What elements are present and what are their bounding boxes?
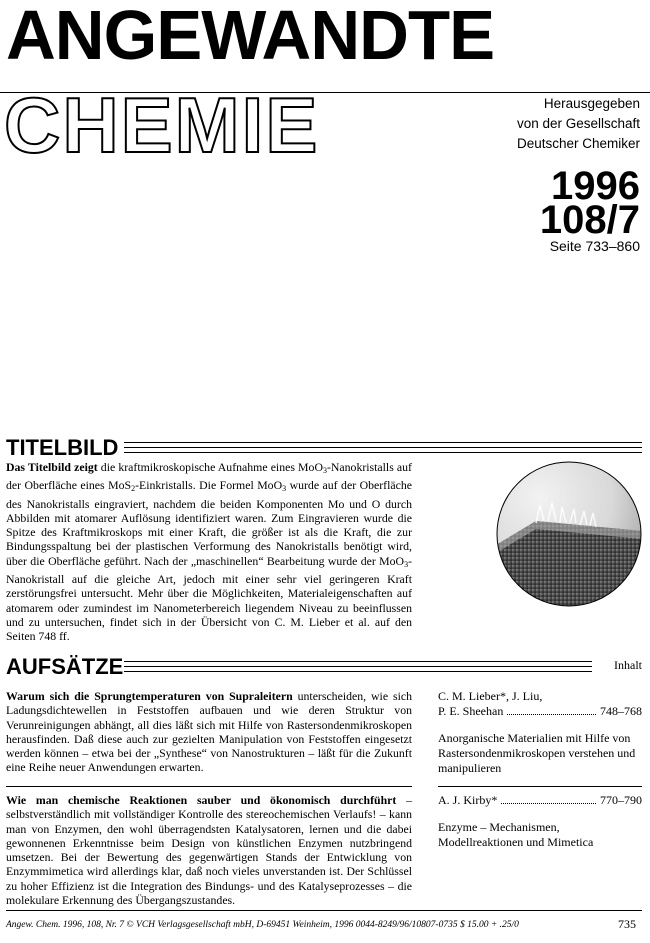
inhalt-label: Inhalt [614,658,642,672]
review-abstract-1 [6,689,412,775]
review-lead-1: Warum sich die Sprungtemperaturen von Supraleitern [6,689,293,703]
review-pages-2: 770–790 [600,793,642,807]
review-pages-1: 748–768 [600,704,642,718]
footer-rule [6,910,642,911]
cover-text-3: -Einkristalls. Die Formel MoO [135,478,283,493]
review-authors-line-2 [438,793,642,808]
review-authors-1b: P. E. Sheehan [438,704,504,718]
leader-dots [507,704,596,715]
leader-dots [501,793,596,804]
separator-right [438,786,642,787]
section-heading-aufsaetze: AUFSÄTZE [6,654,124,679]
review-authors-line-1b [438,704,642,719]
section-rule-titelbild [124,442,642,453]
review-authors-1a: C. M. Lieber*, J. Liu, [438,689,543,703]
cover-description [6,460,412,644]
subscript: 3 [282,484,287,494]
subscript: 2 [131,484,136,494]
masthead-rule [0,92,650,93]
publisher-block [517,94,640,154]
cover-text-2: -Nanokristalls auf der Oberfläche eines MoS [6,460,412,493]
review-text-1: unterscheiden, wie sich Ladungsdichtewellen in Feststoffen aufbauen und wie deren Struktur von Verunreinigungen abhängt, all dies läßt sich mit Hilfe von Rastersondenmikroskopen herausfinden. Daß diese auch zur gezielten Manipulation von Feststoffen eingesetzt werden können – etwa bei der „Synthese“ von Nanostrukturen – läßt für die Zukunft eine Reihe neuer Anwendungen erwarten. [6,689,412,775]
review-lead-2: Wie man chemische Reaktionen sauber und ökonomisch durchführt [6,793,397,807]
issue-pages: Seite 733–860 [549,238,640,254]
issue-year: 1996 [551,164,640,208]
footer-citation: Angew. Chem. 1996, 108, Nr. 7 © VCH Verlagsgesellschaft mbH, D-69451 Weinheim, 1996 0044-8249/96/10807-0735 $ 15.00 + .25/0 [6,920,519,930]
separator-left [6,786,412,787]
review-text-2: – selbstverständlich mit vollständiger Kontrolle des stereochemischen Verlaufs! – kann man von Enzymen, den wohl überragendsten Katalysatoren, lernen und die dabei gewonnenen Erkenntnisse beim Design von künstlichen Enzymen nutzbringend umsetzen. Bei der Bewertung des gegenwärtigen Stands der Entwicklung von Enzymmimetica wird allerdings klar, daß noch vieles unverstanden ist. Der Schlüssel zu hoher Effizienz ist die Integration des Bindungs- und des Katalyseprozesses – die molekulare Erkennung des Übergangszustandes. [6,793,412,908]
cover-afm-image [496,461,642,607]
volume-issue: 108/7 [539,198,640,242]
chemie-outline-logo [0,82,330,162]
cover-text-1: die kraftmikroskopische Aufnahme eines MoO [97,460,323,474]
cover-text-4: wurde auf der Oberfläche des Nanokristalls eingraviert, nachdem die beiden Komponenten Mo und O durch Abbilden mit atomarer Auflösung identifiziert waren. Zum Eingravieren wurde die Spitze des Kraftmikroskops mit einer Kraft, die größer ist als die Kraft, die zur Bindungsspaltung bei der plastischen Verformung des Nanokristalls benötigt wird, über die Oberfläche geführt. Nach der „maschinellen“ Bearbeitung wurde der MoO [6,478,412,568]
review-authors-2: A. J. Kirby* [438,793,498,807]
section-heading-titelbild: TITELBILD [6,435,119,460]
chemie-logo-text: CHEMIE [4,82,320,162]
footer-page-number: 735 [618,917,636,931]
review-title-1: Anorganische Materialien mit Hilfe von Rastersondenmikroskopen verstehen und manipulieren [438,731,636,775]
publisher-line-1: Herausgegeben [543,96,640,111]
subscript: 3 [322,466,327,475]
cover-text-5: -Nanokristall auf die gleiche Art, jedoch mit einer sehr viel geringeren Kraft zerstörungsfrei untersucht. Mehr über die Möglichkeiten, Materialeigenschaften auf atomarem oder zumindest im Nanometerbereich liegendem Niveau zu beeinflussen und zu untersuchen, findet sich in der Übersicht von C. M. Lieber et al. auf den Seiten 748 ff. [6,553,412,644]
journal-title: ANGEWANDTE [6,0,495,74]
publisher-line-2: von der Gesellschaft [516,116,640,131]
review-meta-2 [438,793,642,850]
publisher-line-3: Deutscher Chemiker [516,136,640,151]
subscript: 3 [404,559,409,569]
review-meta-1 [438,689,642,776]
review-abstract-2 [6,793,412,907]
section-rule-aufsaetze [124,661,592,672]
review-title-2: Enzyme – Mechanismen, Modellreaktionen und Mimetica [438,820,594,849]
cover-lead: Das Titelbild zeigt [6,460,98,474]
